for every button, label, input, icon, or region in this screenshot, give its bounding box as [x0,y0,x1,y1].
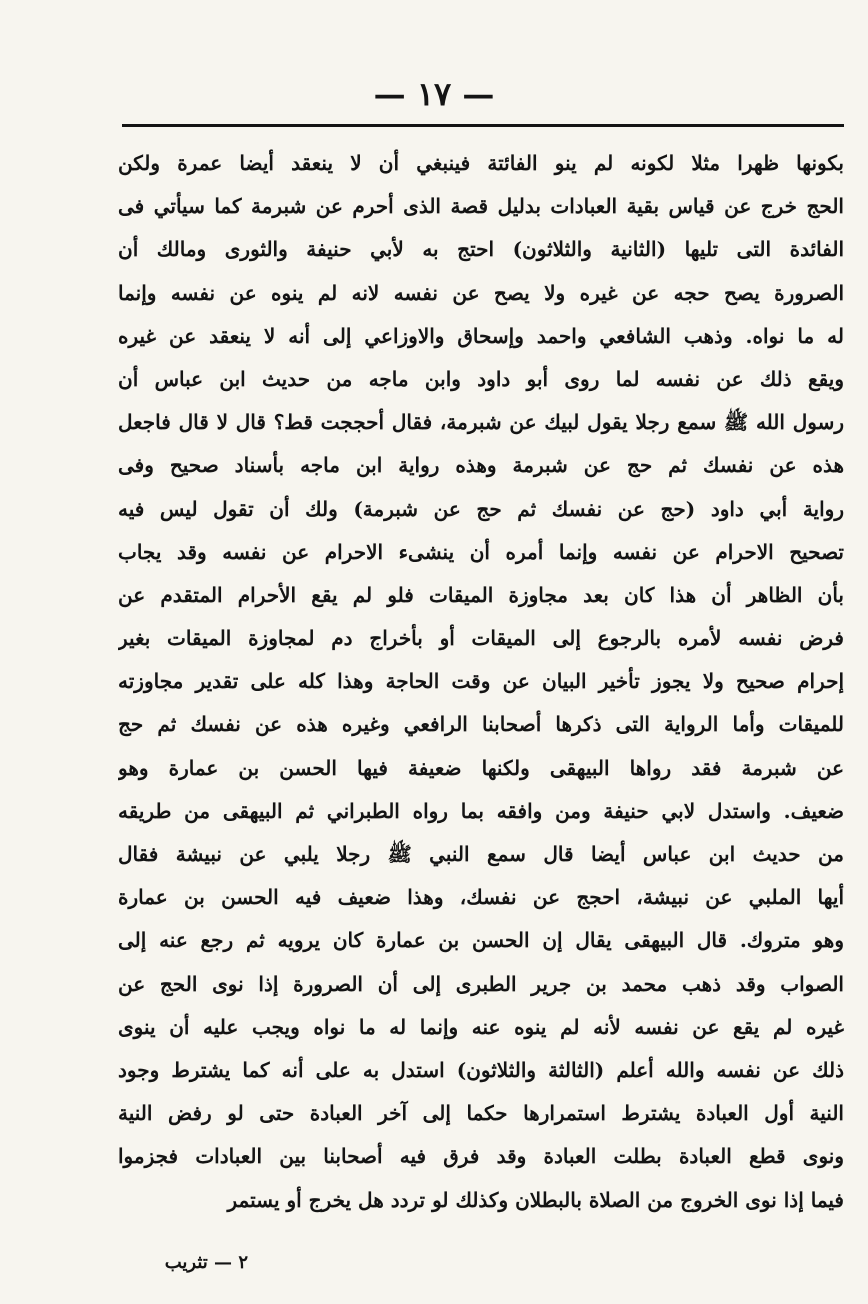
text-line: بأن الظاهر أن هذا كان بعد مجاوزة الميقات فلو لم يقع الأحرام المتقدم عن [118,582,844,607]
text-line: إحرام صحيح ولا يجوز تأخير البيان عن وقت الحاجة وهذا كله على تقدير مجاوزته [118,669,844,694]
text-line: من حديث ابن عباس أيضا قال سمع النبي ﷺ رجلا يلبي عن نبيشة فقال [118,842,844,866]
header-rule [122,124,844,127]
text-line: ذلك عن نفسه والله أعلم (الثالثة والثلاثون) استدل به على أنه كما يشترط وجود [118,1057,844,1082]
text-line: النية أول العبادة يشترط استمرارها حكما إلى آخر العبادة حتى لو رفض النية [118,1101,844,1126]
text-line: رواية أبي داود (حج عن نفسك ثم حج عن شبرمة) ولك أن تقول ليس فيه [118,496,844,521]
page-number: — ١٧ — [373,75,495,113]
text-line: الصواب وقد ذهب محمد بن جرير الطبرى إلى أن الصرورة إذا نوى الحج عن [118,971,844,996]
text-line: للميقات وأما الرواية التى ذكرها أصحابنا الرافعي وغيره هذه عن نفسك ثم حج [118,712,844,737]
body-text [118,142,844,1222]
text-line: الصرورة يصح حجه عن غيره ولا يصح عن نفسه لانه لم ينوه عن نفسه وإنما [118,280,844,305]
text-line: وهو متروك. قال البيهقى يقال إن الحسن بن عمارة كان يرويه ثم رجع عنه إلى [118,928,844,953]
text-line: ويقع ذلك عن نفسه لما روى أبو داود وابن ماجه من حديث ابن عباس أن [118,366,844,391]
text-line: له ما نواه. وذهب الشافعي واحمد وإسحاق والاوزاعي إلى أنه لا ينعقد عن غيره [118,323,844,348]
printer-signature: ٢ — تثريب [164,1252,248,1273]
text-line: غيره لم يقع عن نفسه لأنه لم ينوه عنه وإنما له ما نواه ويجب عليه أن ينوى [118,1014,844,1039]
text-line: رسول الله ﷺ سمع رجلا يقول لبيك عن شبرمة، فقال أحججت قط؟ قال لا قال فاجعل [118,410,844,435]
text-line: ونوى قطع العبادة بطلت العبادة وقد فرق فيه أصحابنا بين العبادات فجزموا [118,1144,844,1169]
text-line: ضعيف. واستدل لابي حنيفة ومن وافقه بما رواه الطبراني ثم البيهقى من طريقه [118,798,844,823]
text-line: تصحيح الاحرام عن نفسه وإنما أمره أن ينشىء الاحرام عن نفسه وقد يجاب [118,539,844,564]
text-line: بكونها ظهرا مثلا لكونه لم ينو الفائتة فينبغي أن لا ينعقد أيضا عمرة ولكن [118,151,844,175]
text-line: فرض نفسه لأمره بالرجوع إلى الميقات أو بأخراج دم لمجاوزة الميقات بغير [118,626,844,651]
text-line: عن شبرمة فقد رواها البيهقى ولكنها ضعيفة فيها الحسن بن عمارة وهو [118,755,844,780]
text-line: الفائدة التى تليها (الثانية والثلاثون) احتج به لأبي حنيفة والثورى ومالك أن [118,237,844,262]
text-line: فيما إذا نوى الخروج من الصلاة بالبطلان وكذلك لو تردد هل يخرج أو يستمر [227,1187,844,1212]
text-line: هذه عن نفسك ثم حج عن شبرمة وهذه رواية ابن ماجه بأسناد صحيح وفى [118,453,844,478]
text-line: الحج خرج عن قياس بقية العبادات بدليل قصة الذى أحرم عن شبرمة كما سيأتي فى [118,194,844,219]
text-line: أيها الملبي عن نبيشة، احجج عن نفسك، وهذا ضعيف فيه الحسن بن عمارة [118,885,844,910]
